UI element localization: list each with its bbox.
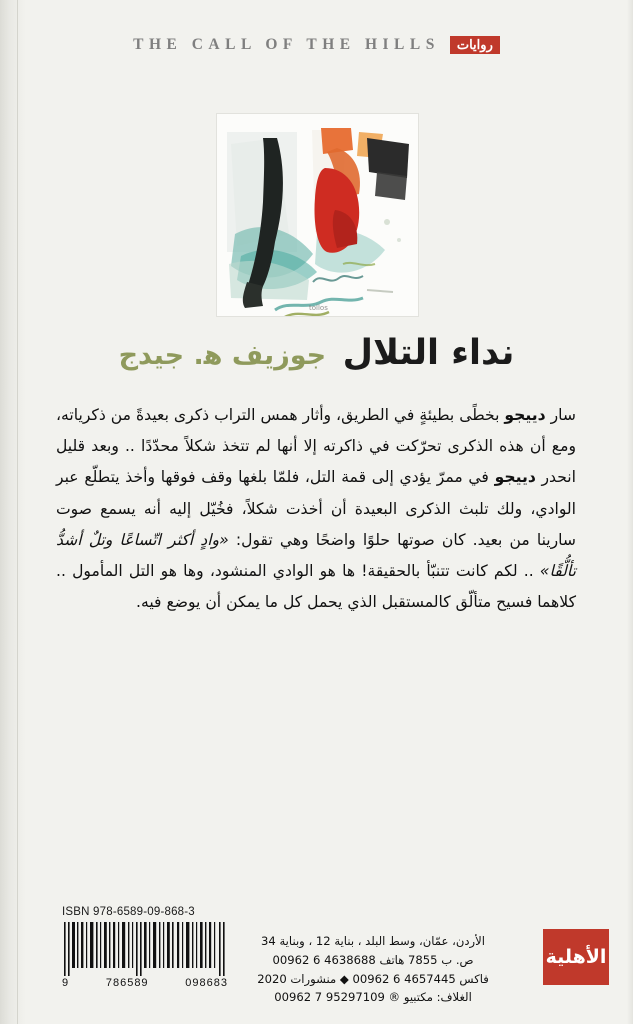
character-name-1: دييجو xyxy=(504,406,546,424)
blurb-seg-3: في ممرّ يؤدي إلى قمة التل، فلمّا بلغها وقف فوقها وأخذ يتطلّع عبر الوادي، ولك تلبث الذكرى البعيدة أن أخذت شكلاً، فخُيّل إليه أنه يسمع صوت سارينا من بعيد. كان صوتها حلوًا واضحًا وهي تقول: xyxy=(56,468,576,549)
svg-text:tollos: tollos xyxy=(309,304,328,312)
spine-fold-line xyxy=(17,0,18,1024)
series-tag-arabic: روايات xyxy=(450,36,500,54)
spine-shadow xyxy=(0,0,26,1024)
abstract-painting-icon xyxy=(217,114,418,316)
publisher-cover-credit-line: الغلاف: ﻣﻜﺘﺒﻴﻮ ® 95297109 7 00962 xyxy=(274,990,472,1005)
blurb-quote: «وادٍ أكثر اتّساعًا وتلٌ أشدُّ تألُّقًا» xyxy=(56,530,576,580)
back-cover-blurb xyxy=(56,400,576,618)
series-title-english: THE CALL OF THE HILLS xyxy=(133,36,440,53)
barcode-digit-right: 098683 xyxy=(185,977,228,989)
barcode-icon xyxy=(62,922,228,976)
barcode-digit-left: 9 xyxy=(62,977,70,989)
blurb-seg-2: بخطًى بطيئةٍ في الطريق، وأثار همس التراب ذكرى بعيدةً من ذكرياته، ومع أن هذه الذكرى تحرّكت في ذاكرته إلا أنها لم تتخذ شكلاً محدّدًا .. وبعد قليل انحدر xyxy=(56,406,576,487)
barcode-digit-mid: 786589 xyxy=(105,977,149,989)
author-name: جوزيف ﻫ. جيدج xyxy=(118,340,327,371)
publisher-address-line: الأردن، عمّان، وسط البلد ، بناية 12 ، وبناية 34 xyxy=(261,934,485,948)
isbn-label: ISBN 978-6589-09-868-3 xyxy=(62,906,195,918)
blurb-seg-4: .. لكم كانت تتنبّأ بالحقيقة! ها هو الوادي المنشود، وها هو التل المأمول .. كلاهما فسيح متألّق كالمستقبل الذي يحمل كل ما يمكن أن يوضع فيه. xyxy=(56,561,576,612)
title-block xyxy=(0,333,633,373)
cover-header xyxy=(0,36,633,54)
right-edge-shadow xyxy=(627,0,633,1024)
character-name-2: دييجو xyxy=(494,468,536,487)
page-title: نداء التلال xyxy=(342,333,515,373)
barcode-digits xyxy=(62,977,228,989)
publisher-info xyxy=(223,932,523,1007)
barcode-block xyxy=(62,922,228,989)
publisher-phone-line: ص. ب 7855 هاتف 4638688 6 00962 xyxy=(272,952,474,967)
blurb-seg-1: سار xyxy=(545,406,576,424)
publisher-fax-line: فاكس 4657445 6 00962 ◆ منشورات 2020 xyxy=(257,971,489,986)
publisher-logo: الأهلية xyxy=(543,929,609,985)
cover-artwork xyxy=(216,113,419,317)
